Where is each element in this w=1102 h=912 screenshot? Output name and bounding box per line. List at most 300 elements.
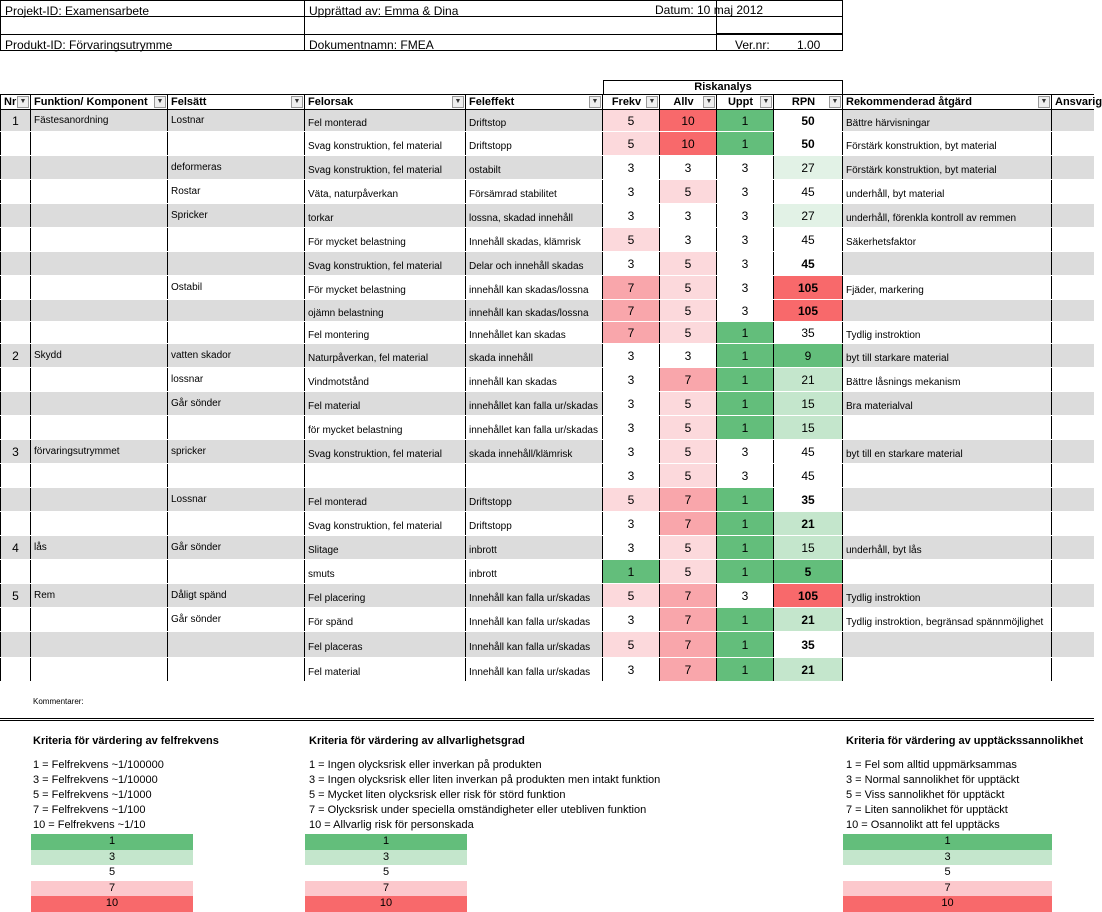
cell-nr[interactable] [0, 464, 31, 487]
cell-rpn[interactable]: 21 [774, 608, 843, 631]
cell-rek[interactable]: underhåll, byt lås [843, 536, 1052, 559]
cell-uppt[interactable]: 3 [717, 440, 774, 463]
cell-feleffekt[interactable]: inbrott [466, 536, 603, 559]
cell-frekv[interactable]: 3 [603, 156, 660, 179]
table-row [0, 440, 1094, 464]
cell-nr[interactable] [0, 204, 31, 227]
cell-funktion[interactable] [31, 252, 168, 275]
legend-freq [31, 834, 193, 912]
cell-rpn[interactable]: 15 [774, 392, 843, 415]
cell-allv[interactable]: 7 [660, 368, 717, 391]
cell-rek[interactable]: Bättre låsnings mekanism [843, 368, 1052, 391]
cell-felorsak[interactable]: Svag konstruktion, fel material [305, 132, 466, 155]
cell-rek[interactable]: Förstärk konstruktion, byt material [843, 132, 1052, 155]
cell-allv[interactable]: 5 [660, 536, 717, 559]
cell-uppt[interactable]: 3 [717, 464, 774, 487]
cell-ansvar[interactable] [1052, 204, 1094, 227]
cell-ansvar[interactable] [1052, 608, 1094, 631]
cell-funktion[interactable] [31, 276, 168, 299]
cell-nr[interactable] [0, 276, 31, 299]
cell-felsatt[interactable] [168, 252, 305, 275]
cell-rpn[interactable]: 9 [774, 344, 843, 367]
cell-felsatt[interactable]: lossnar [168, 368, 305, 391]
cell-felorsak[interactable]: torkar [305, 204, 466, 227]
cell-ansvar[interactable] [1052, 322, 1094, 343]
cell-funktion[interactable] [31, 300, 168, 321]
cell-rek[interactable]: Förstärk konstruktion, byt material [843, 156, 1052, 179]
filter-dropdown-icon[interactable]: ▼ [452, 96, 464, 108]
cell-frekv[interactable]: 7 [603, 276, 660, 299]
cell-felorsak[interactable]: För mycket belastning [305, 276, 466, 299]
cell-allv[interactable]: 5 [660, 180, 717, 203]
cell-ansvar[interactable] [1052, 252, 1094, 275]
cell-rpn[interactable]: 21 [774, 658, 843, 681]
cell-feleffekt[interactable]: Innehåll kan falla ur/skadas [466, 632, 603, 657]
cell-rek[interactable]: byt till en starkare material [843, 440, 1052, 463]
cell-frekv[interactable]: 3 [603, 204, 660, 227]
cell-rek[interactable]: underhåll, byt material [843, 180, 1052, 203]
col-nr[interactable] [0, 95, 31, 109]
cell-uppt[interactable]: 1 [717, 132, 774, 155]
cell-felorsak[interactable]: Fel monterad [305, 488, 466, 511]
cell-ansvar[interactable] [1052, 512, 1094, 535]
cell-funktion[interactable] [31, 658, 168, 681]
cell-uppt[interactable]: 1 [717, 110, 774, 131]
table-row [0, 276, 1094, 300]
cell-allv[interactable]: 7 [660, 584, 717, 607]
cell-felorsak[interactable]: Fel monterad [305, 110, 466, 131]
cell-feleffekt[interactable]: innehåll kan skadas/lossna [466, 276, 603, 299]
cell-uppt[interactable]: 3 [717, 228, 774, 251]
cell-rek[interactable] [843, 632, 1052, 657]
cell-allv[interactable]: 5 [660, 322, 717, 343]
cell-nr[interactable] [0, 392, 31, 415]
cell-nr[interactable] [0, 156, 31, 179]
cell-rek[interactable] [843, 252, 1052, 275]
cell-felorsak[interactable]: Fel montering [305, 322, 466, 343]
cell-allv[interactable]: 7 [660, 632, 717, 657]
cell-rpn[interactable]: 27 [774, 156, 843, 179]
cell-felorsak[interactable]: Svag konstruktion, fel material [305, 440, 466, 463]
cell-rpn[interactable]: 105 [774, 584, 843, 607]
cell-felsatt[interactable]: Går sönder [168, 608, 305, 631]
col-funktion[interactable] [31, 95, 168, 109]
cell-feleffekt[interactable]: Innehållet kan skadas [466, 322, 603, 343]
cell-nr[interactable] [0, 416, 31, 439]
cell-uppt[interactable]: 1 [717, 392, 774, 415]
cell-allv[interactable]: 10 [660, 110, 717, 131]
cell-frekv[interactable]: 5 [603, 632, 660, 657]
cell-allv[interactable]: 5 [660, 560, 717, 583]
cell-ansvar[interactable] [1052, 536, 1094, 559]
cell-feleffekt[interactable]: innehåll kan skadas/lossna [466, 300, 603, 321]
filter-dropdown-icon[interactable]: ▼ [829, 96, 841, 108]
cell-felsatt[interactable]: Lostnar [168, 110, 305, 131]
cell-uppt[interactable]: 1 [717, 512, 774, 535]
cell-nr[interactable] [0, 180, 31, 203]
cell-felsatt[interactable]: Lossnar [168, 488, 305, 511]
cell-felorsak[interactable]: Fel placering [305, 584, 466, 607]
cell-frekv[interactable]: 3 [603, 180, 660, 203]
cell-uppt[interactable]: 1 [717, 344, 774, 367]
cell-rek[interactable]: Tydlig instroktion [843, 322, 1052, 343]
cell-rpn[interactable]: 45 [774, 180, 843, 203]
cell-feleffekt[interactable]: Delar och innehåll skadas [466, 252, 603, 275]
cell-rpn[interactable]: 21 [774, 368, 843, 391]
cell-funktion[interactable] [31, 322, 168, 343]
cell-nr[interactable] [0, 488, 31, 511]
cell-frekv[interactable]: 3 [603, 536, 660, 559]
cell-frekv[interactable]: 3 [603, 392, 660, 415]
cell-rek[interactable]: Fjäder, markering [843, 276, 1052, 299]
cell-rek[interactable]: Bra materialval [843, 392, 1052, 415]
cell-ansvar[interactable] [1052, 156, 1094, 179]
cell-feleffekt[interactable]: Driftstopp [466, 488, 603, 511]
col-felsatt[interactable] [168, 95, 305, 109]
cell-rek[interactable] [843, 464, 1052, 487]
cell-feleffekt[interactable]: Driftstopp [466, 512, 603, 535]
cell-rek[interactable] [843, 658, 1052, 681]
cell-uppt[interactable]: 1 [717, 658, 774, 681]
cell-rpn[interactable]: 21 [774, 512, 843, 535]
col-feleffekt[interactable] [466, 95, 603, 109]
cell-rek[interactable]: byt till starkare material [843, 344, 1052, 367]
cell-felorsak[interactable]: för mycket belastning [305, 416, 466, 439]
cell-feleffekt[interactable]: skada innehåll/klämrisk [466, 440, 603, 463]
cell-nr[interactable]: 4 [0, 536, 31, 559]
cell-rek[interactable] [843, 300, 1052, 321]
cell-uppt[interactable]: 1 [717, 322, 774, 343]
cell-ansvar[interactable] [1052, 276, 1094, 299]
cell-feleffekt[interactable] [466, 464, 603, 487]
cell-frekv[interactable]: 5 [603, 132, 660, 155]
cell-uppt[interactable]: 3 [717, 180, 774, 203]
filter-dropdown-icon[interactable]: ▼ [291, 96, 303, 108]
cell-feleffekt[interactable]: Innehåll kan falla ur/skadas [466, 658, 603, 681]
cell-ansvar[interactable] [1052, 392, 1094, 415]
col-funktion-label: Funktion/ Komponent [34, 96, 148, 108]
cell-ansvar[interactable] [1052, 560, 1094, 583]
cell-uppt[interactable]: 1 [717, 632, 774, 657]
cell-feleffekt[interactable]: inbrott [466, 560, 603, 583]
cell-nr[interactable] [0, 300, 31, 321]
cell-felorsak[interactable] [305, 464, 466, 487]
cell-nr[interactable]: 1 [0, 110, 31, 131]
cell-feleffekt[interactable]: Innehåll kan falla ur/skadas [466, 584, 603, 607]
legend-swatch: 5 [31, 865, 193, 881]
cell-felorsak[interactable]: smuts [305, 560, 466, 583]
cell-rpn[interactable]: 35 [774, 488, 843, 511]
cell-rpn[interactable]: 45 [774, 464, 843, 487]
cell-feleffekt[interactable]: lossna, skadad innehåll [466, 204, 603, 227]
cell-funktion[interactable] [31, 204, 168, 227]
freq-criteria-item: 10 = Felfrekvens ~1/10 [33, 819, 146, 831]
col-felorsak-label: Felorsak [308, 96, 354, 108]
cell-funktion[interactable] [31, 368, 168, 391]
cell-nr[interactable]: 5 [0, 584, 31, 607]
cell-rek[interactable] [843, 512, 1052, 535]
cell-allv[interactable]: 7 [660, 488, 717, 511]
cell-rpn[interactable]: 35 [774, 322, 843, 343]
cell-felorsak[interactable]: Svag konstruktion, fel material [305, 156, 466, 179]
cell-rek[interactable] [843, 488, 1052, 511]
filter-dropdown-icon[interactable]: ▼ [703, 96, 715, 108]
col-uppt[interactable] [717, 95, 774, 109]
cell-feleffekt[interactable]: innehåll kan skadas [466, 368, 603, 391]
version-cell [717, 34, 843, 51]
cell-felsatt[interactable]: vatten skador [168, 344, 305, 367]
cell-feleffekt[interactable]: Innehåll skadas, klämrisk [466, 228, 603, 251]
cell-ansvar[interactable] [1052, 228, 1094, 251]
cell-frekv[interactable]: 3 [603, 658, 660, 681]
cell-nr[interactable] [0, 632, 31, 657]
cell-rek[interactable] [843, 560, 1052, 583]
cell-rpn[interactable]: 15 [774, 536, 843, 559]
cell-felorsak[interactable]: ojämn belastning [305, 300, 466, 321]
cell-allv[interactable]: 7 [660, 512, 717, 535]
cell-funktion[interactable] [31, 560, 168, 583]
cell-frekv[interactable]: 3 [603, 344, 660, 367]
cell-rek[interactable]: Tydlig instroktion, begränsad spännmöjlighet [843, 608, 1052, 631]
cell-ansvar[interactable] [1052, 416, 1094, 439]
cell-rek[interactable]: Tydlig instroktion [843, 584, 1052, 607]
cell-rpn[interactable]: 45 [774, 228, 843, 251]
cell-uppt[interactable]: 3 [717, 204, 774, 227]
cell-allv[interactable]: 3 [660, 204, 717, 227]
cell-ansvar[interactable] [1052, 464, 1094, 487]
cell-felorsak[interactable]: Naturpåverkan, fel material [305, 344, 466, 367]
cell-allv[interactable]: 5 [660, 440, 717, 463]
cell-funktion[interactable] [31, 608, 168, 631]
cell-ansvar[interactable] [1052, 344, 1094, 367]
cell-felsatt[interactable]: spricker [168, 440, 305, 463]
cell-nr[interactable] [0, 132, 31, 155]
cell-uppt[interactable]: 1 [717, 368, 774, 391]
filter-dropdown-icon[interactable]: ▼ [154, 96, 166, 108]
cell-felsatt[interactable] [168, 632, 305, 657]
cell-rpn[interactable]: 50 [774, 110, 843, 131]
col-rpn-label: RPN [791, 96, 816, 108]
cell-allv[interactable]: 5 [660, 392, 717, 415]
cell-funktion[interactable] [31, 132, 168, 155]
cell-frekv[interactable]: 5 [603, 488, 660, 511]
cell-nr[interactable] [0, 228, 31, 251]
cell-uppt[interactable]: 1 [717, 416, 774, 439]
cell-felsatt[interactable] [168, 416, 305, 439]
cell-felsatt[interactable]: Går sönder [168, 392, 305, 415]
cell-rek[interactable] [843, 416, 1052, 439]
cell-funktion[interactable] [31, 180, 168, 203]
filter-dropdown-icon[interactable]: ▼ [17, 96, 29, 108]
cell-feleffekt[interactable]: skada innehåll [466, 344, 603, 367]
cell-frekv[interactable]: 3 [603, 440, 660, 463]
cell-feleffekt[interactable]: Innehåll kan falla ur/skadas [466, 608, 603, 631]
cell-ansvar[interactable] [1052, 300, 1094, 321]
cell-rpn[interactable]: 50 [774, 132, 843, 155]
cell-rpn[interactable]: 5 [774, 560, 843, 583]
cell-felsatt[interactable] [168, 512, 305, 535]
cell-uppt[interactable]: 3 [717, 276, 774, 299]
cell-allv[interactable]: 5 [660, 276, 717, 299]
cell-funktion[interactable]: Skydd [31, 344, 168, 367]
cell-rpn[interactable]: 35 [774, 632, 843, 657]
cell-nr[interactable] [0, 322, 31, 343]
cell-felsatt[interactable]: Dåligt spänd [168, 584, 305, 607]
cell-frekv[interactable]: 5 [603, 228, 660, 251]
cell-felsatt[interactable]: Ostabil [168, 276, 305, 299]
cell-uppt[interactable]: 3 [717, 584, 774, 607]
cell-ansvar[interactable] [1052, 632, 1094, 657]
cell-funktion[interactable] [31, 488, 168, 511]
cell-felsatt[interactable] [168, 560, 305, 583]
cell-funktion[interactable] [31, 228, 168, 251]
col-felorsak[interactable] [305, 95, 466, 109]
cell-ansvar[interactable] [1052, 440, 1094, 463]
cell-frekv[interactable]: 5 [603, 110, 660, 131]
table-row [0, 300, 1094, 322]
cell-uppt[interactable]: 1 [717, 488, 774, 511]
cell-allv[interactable]: 5 [660, 300, 717, 321]
cell-feleffekt[interactable]: Försämrad stabilitet [466, 180, 603, 203]
cell-felsatt[interactable]: deformeras [168, 156, 305, 179]
cell-allv[interactable]: 5 [660, 464, 717, 487]
cell-uppt[interactable]: 1 [717, 536, 774, 559]
cell-felsatt[interactable]: Rostar [168, 180, 305, 203]
col-frekv[interactable] [603, 95, 660, 109]
cell-frekv[interactable]: 3 [603, 464, 660, 487]
cell-ansvar[interactable] [1052, 180, 1094, 203]
cell-funktion[interactable]: lås [31, 536, 168, 559]
cell-felorsak[interactable]: För spänd [305, 608, 466, 631]
cell-rpn[interactable]: 27 [774, 204, 843, 227]
cell-frekv[interactable]: 3 [603, 416, 660, 439]
cell-felsatt[interactable] [168, 322, 305, 343]
cell-ansvar[interactable] [1052, 368, 1094, 391]
cell-ansvar[interactable] [1052, 110, 1094, 131]
cell-allv[interactable]: 3 [660, 156, 717, 179]
cell-rek[interactable]: Säkerhetsfaktor [843, 228, 1052, 251]
cell-funktion[interactable] [31, 416, 168, 439]
filter-dropdown-icon[interactable]: ▼ [760, 96, 772, 108]
cell-felorsak[interactable]: Svag konstruktion, fel material [305, 512, 466, 535]
cell-allv[interactable]: 10 [660, 132, 717, 155]
cell-allv[interactable]: 7 [660, 658, 717, 681]
cell-funktion[interactable]: förvaringsutrymmet [31, 440, 168, 463]
cell-funktion[interactable]: Fästesanordning [31, 110, 168, 131]
cell-nr[interactable] [0, 512, 31, 535]
cell-frekv[interactable]: 3 [603, 368, 660, 391]
cell-felorsak[interactable]: Svag konstruktion, fel material [305, 252, 466, 275]
cell-ansvar[interactable] [1052, 488, 1094, 511]
cell-allv[interactable]: 3 [660, 228, 717, 251]
cell-rek[interactable]: underhåll, förenkla kontroll av remmen [843, 204, 1052, 227]
filter-dropdown-icon[interactable]: ▼ [646, 96, 658, 108]
cell-funktion[interactable] [31, 156, 168, 179]
cell-uppt[interactable]: 3 [717, 300, 774, 321]
cell-frekv[interactable]: 3 [603, 252, 660, 275]
cell-rpn[interactable]: 105 [774, 276, 843, 299]
detection-criteria [846, 734, 1083, 833]
cell-rek[interactable]: Bättre härvisningar [843, 110, 1052, 131]
cell-frekv[interactable]: 3 [603, 608, 660, 631]
cell-funktion[interactable] [31, 464, 168, 487]
cell-felorsak[interactable]: Slitage [305, 536, 466, 559]
cell-felorsak[interactable]: För mycket belastning [305, 228, 466, 251]
cell-nr[interactable]: 2 [0, 344, 31, 367]
cell-nr[interactable]: 3 [0, 440, 31, 463]
cell-uppt[interactable]: 1 [717, 560, 774, 583]
cell-felsatt[interactable]: Går sönder [168, 536, 305, 559]
cell-funktion[interactable]: Rem [31, 584, 168, 607]
legend-swatch: 1 [31, 834, 193, 850]
cell-felsatt[interactable]: Spricker [168, 204, 305, 227]
cell-frekv[interactable]: 1 [603, 560, 660, 583]
cell-frekv[interactable]: 5 [603, 584, 660, 607]
cell-felorsak[interactable]: Fel placeras [305, 632, 466, 657]
cell-nr[interactable] [0, 252, 31, 275]
cell-felsatt[interactable] [168, 228, 305, 251]
legend-swatch: 5 [305, 865, 467, 881]
cell-rpn[interactable]: 105 [774, 300, 843, 321]
cell-feleffekt[interactable]: innehållet kan falla ur/skadas [466, 392, 603, 415]
filter-dropdown-icon[interactable]: ▼ [589, 96, 601, 108]
cell-felorsak[interactable]: Fel material [305, 392, 466, 415]
col-allv[interactable] [660, 95, 717, 109]
cell-funktion[interactable] [31, 632, 168, 657]
cell-feleffekt[interactable]: Driftstopp [466, 132, 603, 155]
col-rpn[interactable] [774, 95, 843, 109]
cell-felsatt[interactable] [168, 658, 305, 681]
cell-felorsak[interactable]: Fel material [305, 658, 466, 681]
cell-frekv[interactable]: 7 [603, 300, 660, 321]
cell-feleffekt[interactable]: ostabilt [466, 156, 603, 179]
cell-felsatt[interactable] [168, 464, 305, 487]
cell-allv[interactable]: 7 [660, 608, 717, 631]
cell-felsatt[interactable] [168, 300, 305, 321]
col-rek[interactable] [843, 95, 1052, 109]
cell-uppt[interactable]: 1 [717, 608, 774, 631]
cell-ansvar[interactable] [1052, 658, 1094, 681]
cell-allv[interactable]: 5 [660, 252, 717, 275]
empty-cell [0, 17, 305, 34]
cell-rpn[interactable]: 45 [774, 440, 843, 463]
cell-nr[interactable] [0, 608, 31, 631]
cell-felorsak[interactable]: Väta, naturpåverkan [305, 180, 466, 203]
cell-feleffekt[interactable]: innehållet kan falla ur/skadas [466, 416, 603, 439]
cell-felorsak[interactable]: Vindmotstånd [305, 368, 466, 391]
cell-nr[interactable] [0, 658, 31, 681]
cell-funktion[interactable] [31, 512, 168, 535]
cell-uppt[interactable]: 3 [717, 156, 774, 179]
cell-allv[interactable]: 3 [660, 344, 717, 367]
col-ansvar[interactable] [1052, 95, 1102, 109]
cell-ansvar[interactable] [1052, 132, 1094, 155]
filter-dropdown-icon[interactable]: ▼ [1038, 96, 1050, 108]
cell-rpn[interactable]: 45 [774, 252, 843, 275]
cell-felsatt[interactable] [168, 132, 305, 155]
cell-uppt[interactable]: 3 [717, 252, 774, 275]
cell-nr[interactable] [0, 560, 31, 583]
cell-ansvar[interactable] [1052, 584, 1094, 607]
cell-funktion[interactable] [31, 392, 168, 415]
cell-rpn[interactable]: 15 [774, 416, 843, 439]
cell-allv[interactable]: 5 [660, 416, 717, 439]
cell-frekv[interactable]: 3 [603, 512, 660, 535]
cell-feleffekt[interactable]: Driftstop [466, 110, 603, 131]
cell-frekv[interactable]: 7 [603, 322, 660, 343]
cell-nr[interactable] [0, 368, 31, 391]
legend-swatch: 10 [31, 896, 193, 912]
